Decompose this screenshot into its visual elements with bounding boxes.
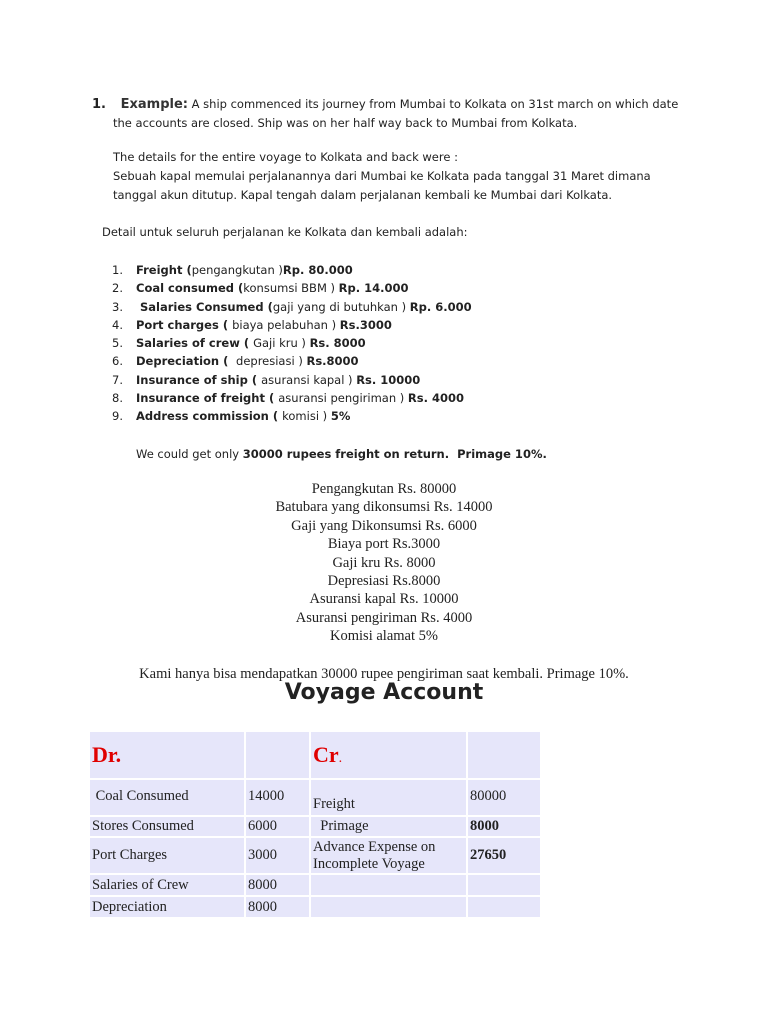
table-row: Coal Consumed 14000 Freight 80000 (90, 780, 540, 815)
list-item: 4. Port charges ( biaya pelabuhan ) Rs.3000 (112, 317, 392, 332)
example-line-1 (92, 95, 678, 114)
list-item: 8. Insurance of freight ( asuransi pengiriman ) Rs. 4000 (112, 391, 464, 406)
page-title: Voyage Account (284, 680, 484, 705)
translation-line: Pengangkutan Rs. 80000 (311, 481, 457, 497)
indonesian-text-1: Sebuah kapal memulai perjalanannya dari Mumbai ke Kolkata pada tanggal 31 Maret dimana (113, 169, 651, 183)
example-label: Example: (120, 97, 188, 112)
table-row: Depreciation 8000 (90, 897, 540, 917)
list-item: 2. Coal consumed (konsumsi BBM ) Rp. 14.000 (112, 281, 409, 296)
example-number: 1. (92, 97, 106, 112)
table-header-row (90, 732, 540, 778)
translation-line: Biaya port Rs.3000 (327, 536, 441, 553)
list-item: 1. Freight (pengangkutan )Rp. 80.000 (112, 263, 353, 277)
list-item: 5. Salaries of crew ( Gaji kru ) Rs. 8000 (112, 336, 366, 351)
list-item: 6. Depreciation ( depresiasi ) Rs.8000 (112, 354, 359, 369)
example-text-1: A ship commenced its journey from Mumbai to Kolkata on 31st march on which date (191, 97, 679, 111)
expense-list (112, 261, 472, 426)
list-item: 9. Address commission ( komisi ) 5% (112, 409, 351, 424)
translation-line: Gaji kru Rs. 8000 (332, 554, 436, 571)
dr-header: Dr. (90, 732, 244, 778)
translation-line: Batubara yang dikonsumsi Rs. 14000 (275, 499, 493, 516)
details-id: Detail untuk seluruh perjalanan ke Kolkata dan kembali adalah: (102, 225, 468, 239)
list-item: 7. Insurance of ship ( asuransi kapal ) Rs. 10000 (112, 372, 421, 387)
indonesian-text-2: tanggal akun ditutup. Kapal tengah dalam perjalanan kembali ke Mumbai dari Kolkata. (113, 188, 613, 202)
return-note-id: Kami hanya bisa mendapatkan 30000 rupee pengiriman saat kembali. Primage 10%. (139, 666, 629, 682)
list-item: 3. Salaries Consumed (gaji yang di butuhkan ) Rp. 6.000 (112, 299, 472, 314)
translation-line: Gaji yang Dikonsumsi Rs. 6000 (291, 517, 477, 534)
translation-line: Komisi alamat 5% (330, 628, 438, 645)
example-text-2: the accounts are closed. Ship was on her half way back to Mumbai from Kolkata. (113, 116, 578, 130)
voyage-account-table (88, 730, 542, 919)
translation-block (0, 480, 768, 646)
table-row: Port Charges 3000 Advance Expense on Incomplete Voyage 27650 (90, 838, 540, 873)
table-row: Stores Consumed 6000 Primage 8000 (90, 817, 540, 836)
details-en: The details for the entire voyage to Kolkata and back were : (113, 150, 458, 164)
translation-line: Depresiasi Rs.8000 (327, 572, 441, 589)
table-row: Salaries of Crew 8000 (90, 875, 540, 895)
translation-line: Asuransi kapal Rs. 10000 (309, 591, 459, 608)
return-note: We could get only 30000 rupees freight on return. Primage 10%. (136, 447, 547, 461)
translation-line: Asuransi pengiriman Rs. 4000 (295, 609, 473, 626)
cr-header: Cr. (311, 732, 466, 778)
